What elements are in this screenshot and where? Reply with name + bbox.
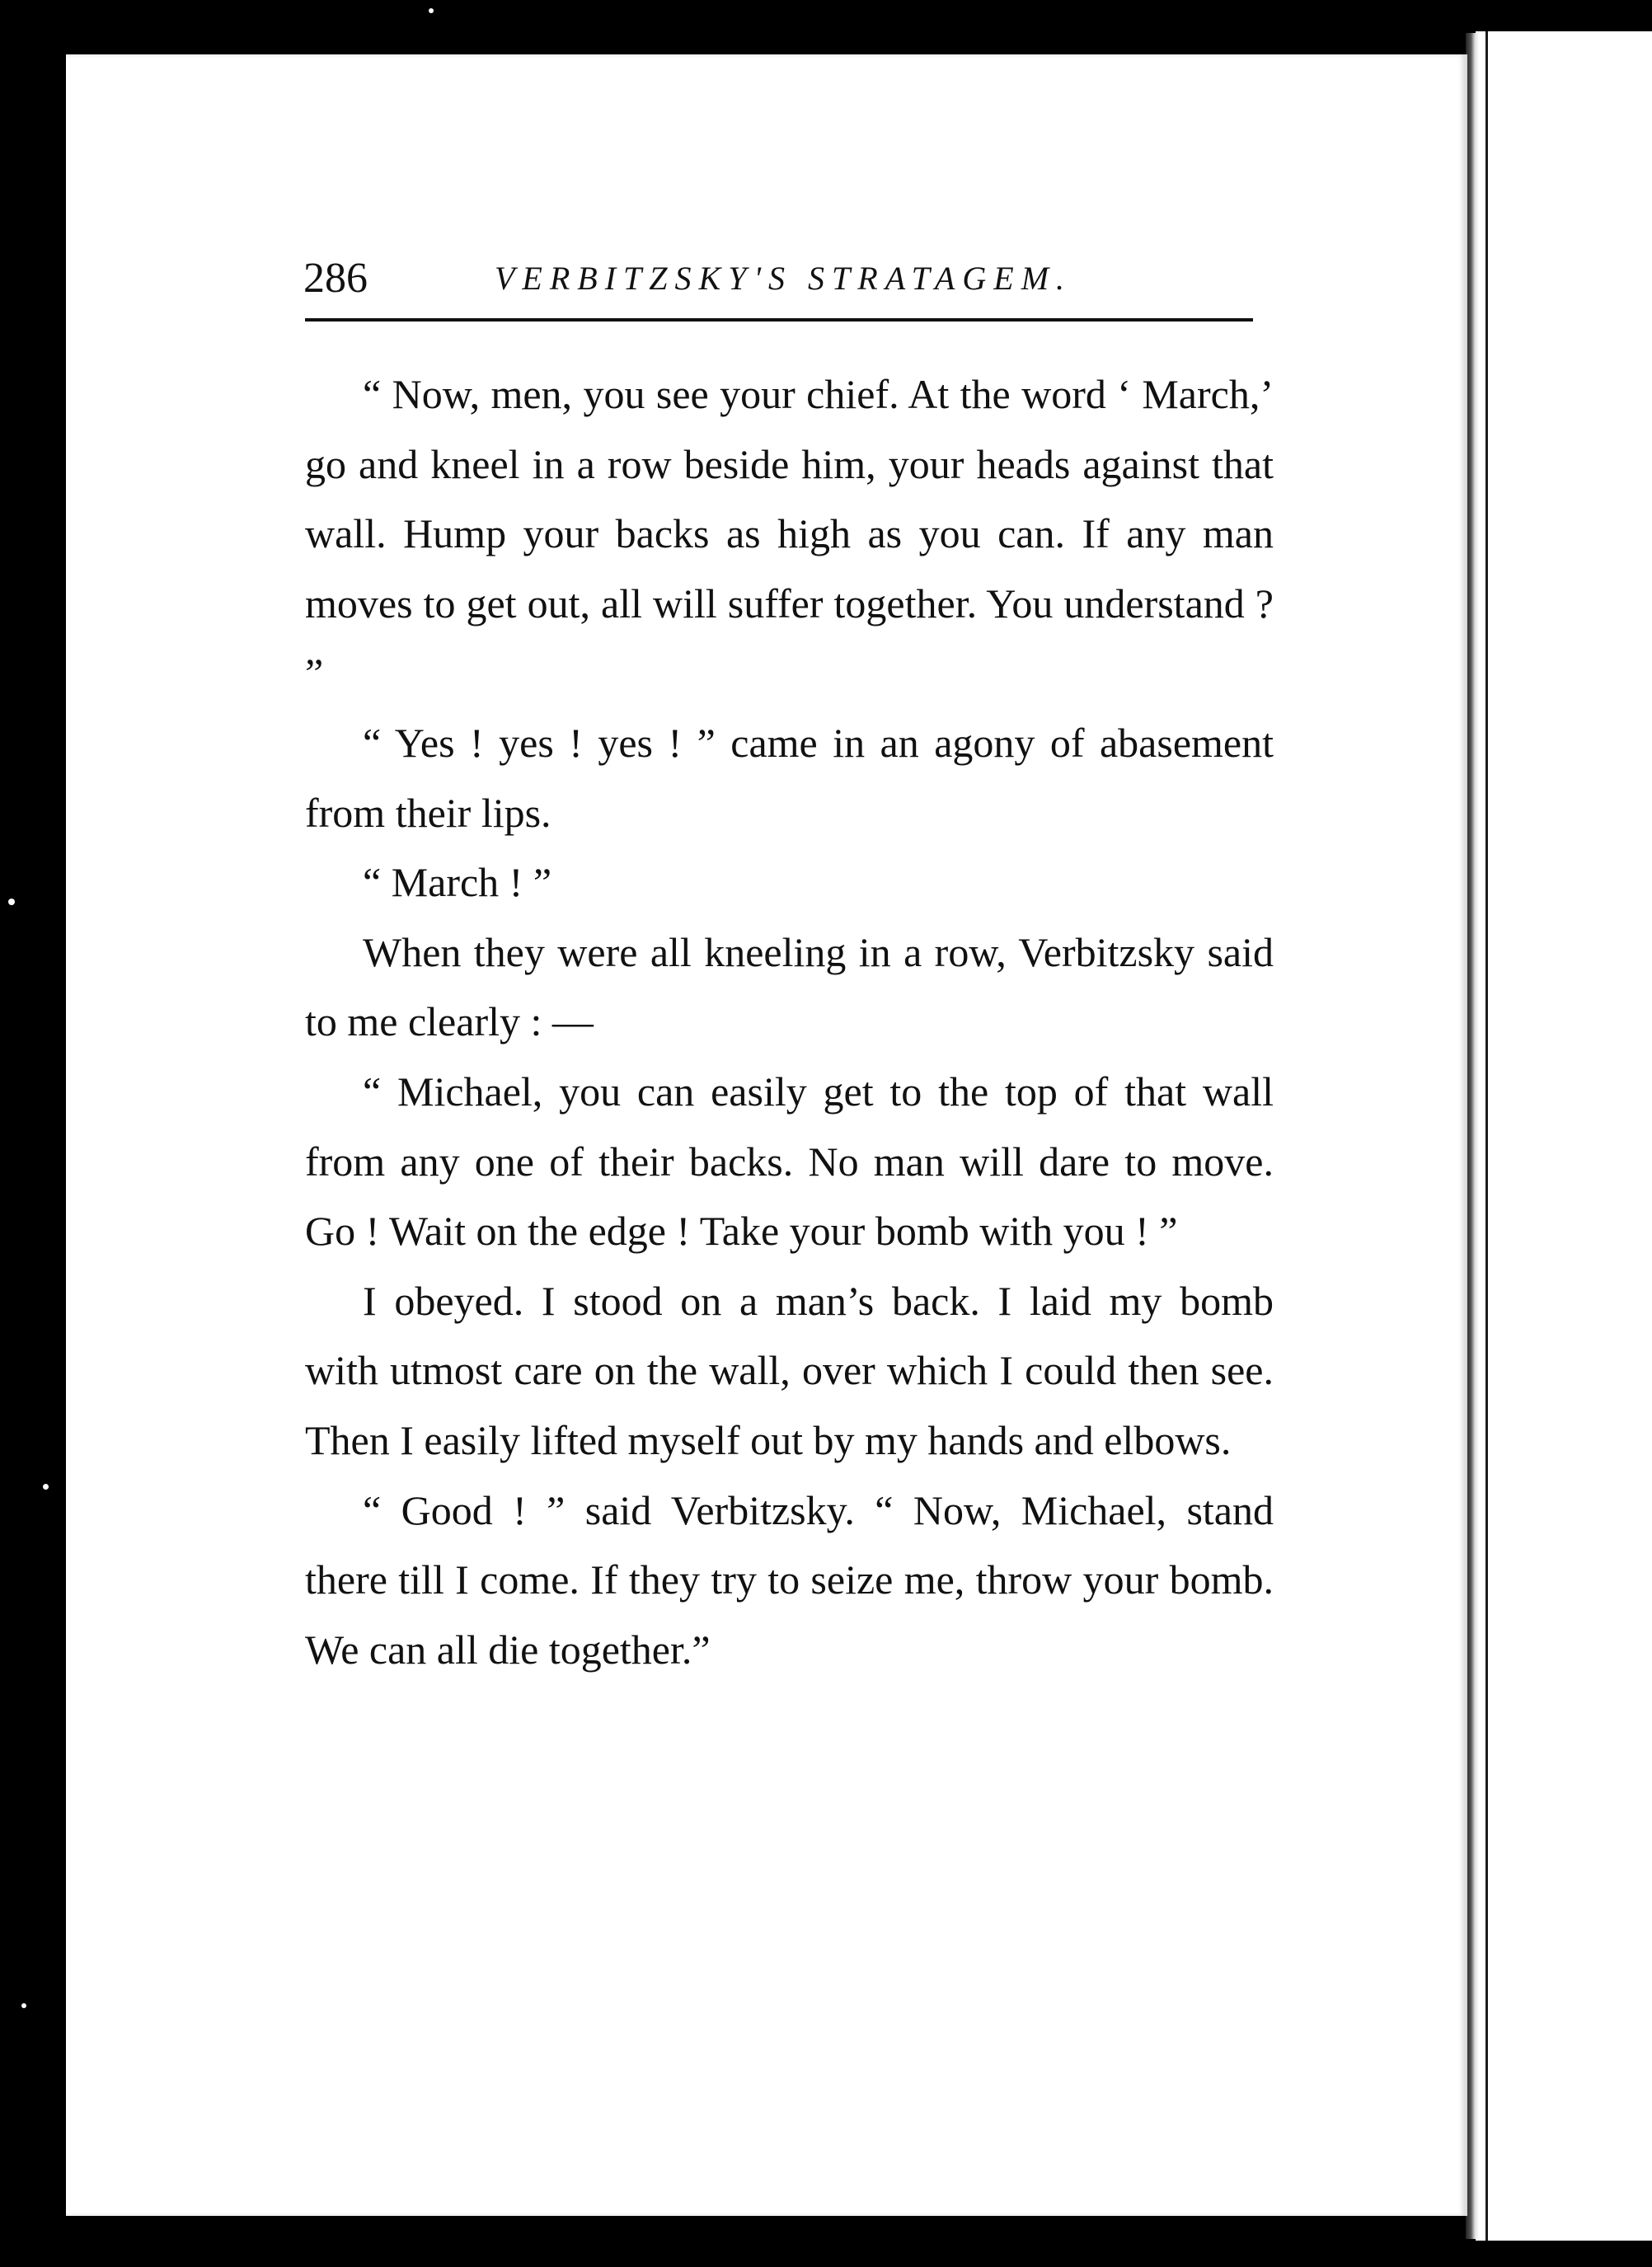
scan-speck — [43, 1484, 49, 1490]
scan-speck — [429, 8, 434, 13]
paragraph: I obeyed. I stood on a man’s back. I laid my bomb with utmost care on the wall, over which I could then see. Then I easily lifted myself out by my hands and elbows. — [305, 1277, 1274, 1463]
paragraph: “ March ! ” — [363, 859, 552, 906]
scan-speck — [8, 899, 15, 905]
page-edge-line — [1485, 31, 1488, 2241]
page-header — [239, 247, 1253, 310]
body-text — [305, 359, 1274, 1684]
scan-speck — [21, 2003, 26, 2008]
facing-page-edge — [1476, 31, 1652, 2241]
running-head: VERBITZSKY'S STRATAGEM. — [495, 260, 1072, 297]
header-rule — [305, 318, 1253, 322]
paragraph: “ Now, men, you see your chief. At the word ‘ March,’ go and kneel in a row beside him, your heads against that wall. Hump your backs as high as you can. If any man moves to get out, all will suffer together. You understand ? ” — [305, 371, 1274, 697]
page-number: 286 — [303, 255, 368, 302]
paragraph: “ Yes ! yes ! yes ! ” came in an agony of abasement from their lips. — [305, 719, 1274, 836]
paragraph: When they were all kneeling in a row, Verbitzsky said to me clearly : — — [305, 928, 1274, 1045]
paragraph: “ Michael, you can easily get to the top of that wall from any one of their backs. No man will dare to move. Go ! Wait on the edge ! Take your bomb with you ! ” — [305, 1068, 1274, 1255]
paragraph: “ Good ! ” said Verbitzsky. “ Now, Michael, stand there till I come. If they try to seize me, throw your bomb. We can all die together.” — [305, 1486, 1274, 1673]
page-gutter-shadow — [1466, 33, 1479, 2239]
